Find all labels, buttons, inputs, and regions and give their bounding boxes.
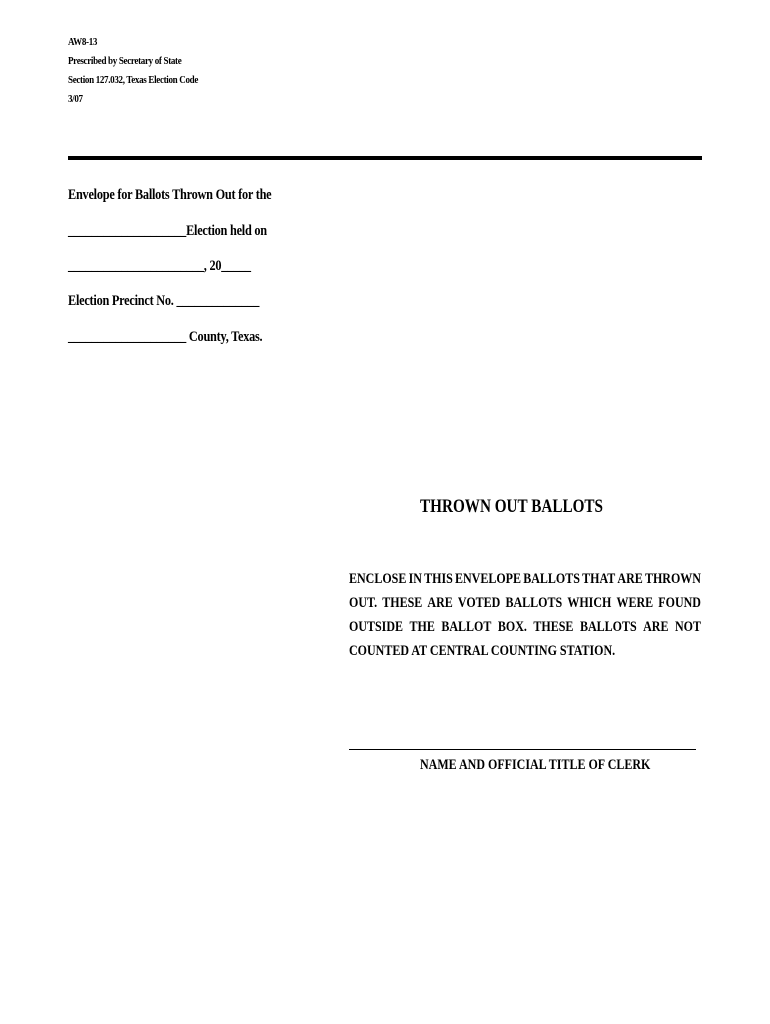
instructions-word: OUT. [349, 595, 378, 611]
signature-line [349, 749, 696, 750]
instructions-word: FOUND [658, 595, 701, 611]
prescribed-by: Prescribed by Secretary of State [68, 55, 182, 67]
instructions-word: THIS [424, 571, 453, 587]
form-date: 3/07 [68, 93, 83, 105]
code-section: Section 127.032, Texas Election Code [68, 74, 199, 86]
signature-label: NAME AND OFFICIAL TITLE OF CLERK [420, 757, 651, 773]
form-id: AW8-13 [68, 36, 98, 48]
instructions-word: ARE [427, 595, 453, 611]
instructions-word: ARE [643, 619, 669, 635]
envelope-line-4: Election Precinct No. ______________ [68, 293, 260, 309]
instructions-text [349, 567, 701, 663]
instructions-line-2 [349, 591, 701, 615]
instructions-word: NOT [674, 619, 701, 635]
envelope-line-5: ____________________ County, Texas. [68, 329, 263, 345]
instructions-word: WERE [616, 595, 654, 611]
horizontal-rule [68, 156, 702, 160]
instructions-word: ENCLOSE [349, 571, 407, 587]
instructions-word: BOX. [497, 619, 527, 635]
instructions-word: THROWN [644, 571, 701, 587]
instructions-word: OUTSIDE [349, 619, 404, 635]
instructions-word: IN [408, 571, 422, 587]
envelope-line-2: ____________________Election held on [68, 223, 267, 239]
instructions-word: ARE [617, 571, 643, 587]
instructions-word: THESE [382, 595, 423, 611]
instructions-word: BALLOT [441, 619, 492, 635]
instructions-word: WHICH [567, 595, 612, 611]
instructions-word: THESE [533, 619, 574, 635]
instructions-line-4: COUNTED AT CENTRAL COUNTING STATION. [349, 643, 616, 659]
instructions-line-3 [349, 615, 701, 639]
instructions-word: BALLOTS [505, 595, 563, 611]
instructions-word: BALLOTS [579, 619, 637, 635]
instructions-word: VOTED [457, 595, 501, 611]
envelope-line-3: _______________________, 20_____ [68, 258, 251, 274]
envelope-line-1: Envelope for Ballots Thrown Out for the [68, 187, 272, 203]
instructions-word: ENVELOPE [454, 571, 521, 587]
form-header [68, 33, 198, 109]
instructions-word: THE [409, 619, 435, 635]
instructions-line-1 [349, 567, 701, 591]
instructions-word: BALLOTS [523, 571, 580, 587]
instructions-word: THAT [582, 571, 616, 587]
page-title: THROWN OUT BALLOTS [420, 496, 604, 517]
